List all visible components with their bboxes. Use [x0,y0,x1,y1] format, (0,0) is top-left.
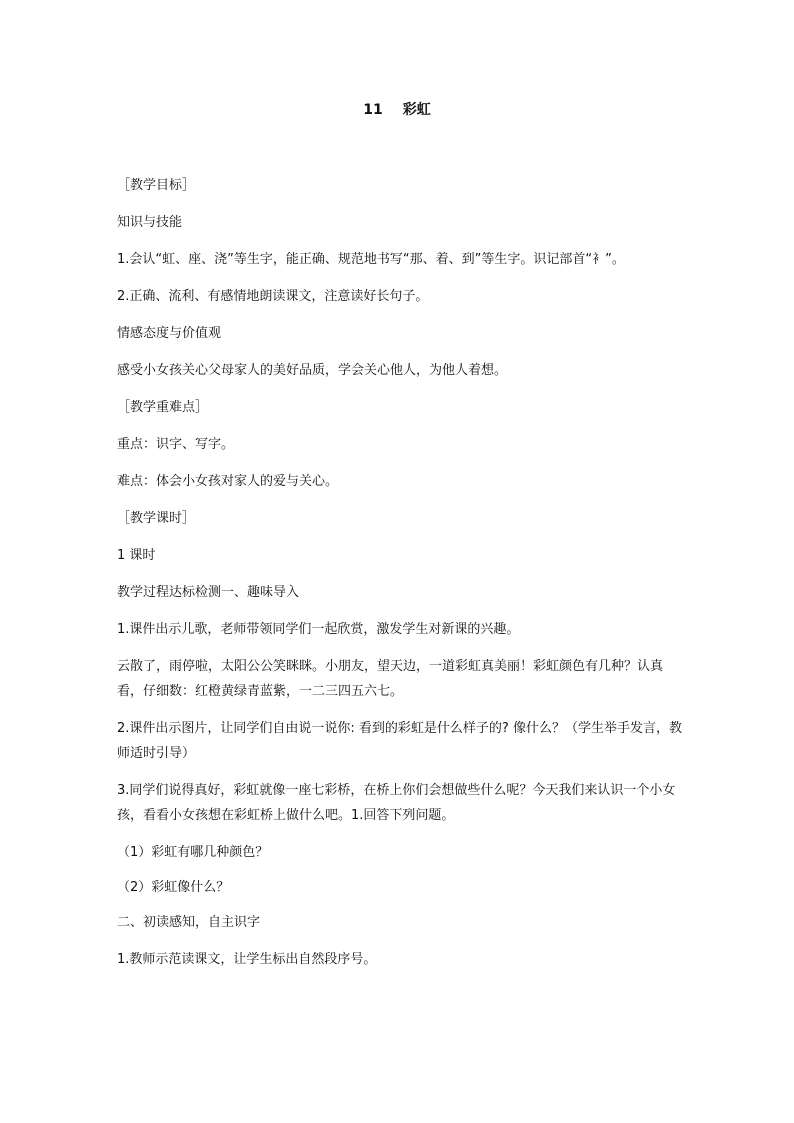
question-1: （1）彩虹有哪几种颜色？ [117,845,269,860]
goal-item-2: 2.正确、流利、有感情地朗读课文，注意读好长句子。 [117,289,429,304]
reading-step-1: 1.教师示范读课文，让学生标出自然段序号。 [117,952,377,967]
goal-item-1: 1.会认“虹、座、浇”等生字，能正确、规范地书写“那、着、到”等生字。识记部首“衤”。 [117,252,625,267]
process-step-3: 3.同学们说得真好，彩虹就像一座七彩桥，在桥上你们会想做些什么呢？今天我们来认识一个小女孩，看看小女孩想在彩虹桥上做什么吧。1.回答下列问题。 [117,783,676,823]
emotion-goal: 感受小女孩关心父母家人的美好品质，学会关心他人，为他人着想。 [117,363,508,378]
rainbow-poem: 云散了，雨停啦，太阳公公笑眯眯。小朋友，望天边，一道彩虹真美丽！彩虹颜色有几种？认真看，仔细数：红橙黄绿青蓝紫，一二三四五六七。 [117,659,664,699]
difficult-point: 难点：体会小女孩对家人的爱与关心。 [117,474,339,489]
lesson-body [117,173,682,984]
subheading-knowledge-skills: 知识与技能 [117,215,183,230]
subheading-emotion-values: 情感态度与价值观 [117,326,222,341]
lesson-number: 11 [363,102,383,118]
lesson-title-text: 彩虹 [402,102,431,118]
process-step-1: 1.课件出示儿歌，老师带领同学们一起欣赏，激发学生对新课的兴趣。 [117,622,520,637]
section-heading-key-points: ［教学重难点］ [117,400,209,415]
section-heading-periods: ［教学课时］ [117,511,196,526]
question-2: （2）彩虹像什么？ [117,880,230,895]
lesson-title [0,100,794,120]
section-heading-first-reading: 二、初读感知，自主识字 [117,915,261,930]
period-count: 1 课时 [117,548,156,563]
section-heading-goals: ［教学目标］ [117,178,196,193]
process-heading: 教学过程达标检测一、趣味导入 [117,585,300,600]
key-point: 重点：识字、写字。 [117,437,235,452]
process-step-2: 2.课件出示图片，让同学们自由说一说你: 看到的彩虹是什么样子的? 像什么？（学生举手发言，教师适时引导） [117,721,682,761]
